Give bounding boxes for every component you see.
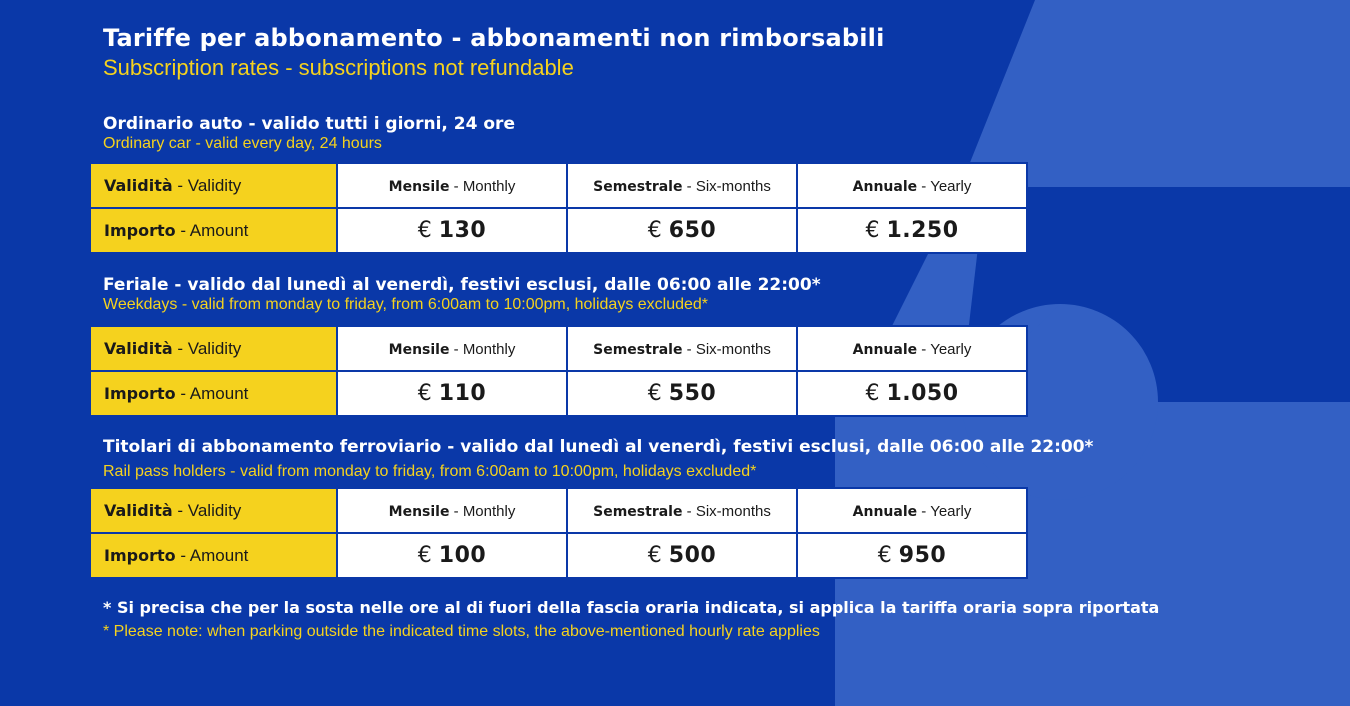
page-title: Tariffe per abbonamento - abbonamenti non rimborsabili [103,24,885,52]
header-semester: Semestrale - Six-months [567,326,797,371]
price-semester: € 550 [567,371,797,416]
table-row-validity [90,163,1027,208]
validity-label: Validità - Validity [90,326,337,371]
price-semester: € 650 [567,208,797,253]
validity-label: Validità - Validity [90,163,337,208]
section-rail-title: Titolari di abbonamento ferroviario - valido dal lunedì al venerdì, festivi esclusi, dalle 06:00 alle 22:00* [103,437,1094,457]
header-yearly: Annuale - Yearly [797,488,1027,533]
amount-label: Importo - Amount [90,208,337,253]
header-yearly: Annuale - Yearly [797,163,1027,208]
price-monthly: € 110 [337,371,567,416]
section-weekdays-title: Feriale - valido dal lunedì al venerdì, festivi esclusi, dalle 06:00 alle 22:00* [103,275,821,295]
table-row-amount [90,208,1027,253]
page-subtitle: Subscription rates - subscriptions not refundable [103,55,574,80]
header-semester: Semestrale - Six-months [567,488,797,533]
amount-label: Importo - Amount [90,533,337,578]
price-semester: € 500 [567,533,797,578]
footnote-en: * Please note: when parking outside the indicated time slots, the above-mentioned hourly rate applies [103,623,820,640]
validity-label: Validità - Validity [90,488,337,533]
header-yearly: Annuale - Yearly [797,326,1027,371]
amount-label: Importo - Amount [90,371,337,416]
table-row-amount [90,533,1027,578]
section-ordinary-title: Ordinario auto - valido tutti i giorni, 24 ore [103,114,515,134]
header-monthly: Mensile - Monthly [337,163,567,208]
footnote-it: * Si precisa che per la sosta nelle ore al di fuori della fascia oraria indicata, si applica la tariffa oraria sopra riportata [103,598,1160,617]
price-monthly: € 100 [337,533,567,578]
table-row-validity [90,326,1027,371]
price-monthly: € 130 [337,208,567,253]
table-row-validity [90,488,1027,533]
header-monthly: Mensile - Monthly [337,488,567,533]
section-rail-subtitle: Rail pass holders - valid from monday to friday, from 6:00am to 10:00pm, holidays excluded* [103,463,757,480]
header-monthly: Mensile - Monthly [337,326,567,371]
price-yearly: € 950 [797,533,1027,578]
rates-table-rail [89,487,1028,579]
header-semester: Semestrale - Six-months [567,163,797,208]
section-weekdays-subtitle: Weekdays - valid from monday to friday, from 6:00am to 10:00pm, holidays excluded* [103,296,709,313]
price-yearly: € 1.050 [797,371,1027,416]
section-ordinary-subtitle: Ordinary car - valid every day, 24 hours [103,135,382,152]
rates-table-ordinary [89,162,1028,254]
table-row-amount [90,371,1027,416]
price-yearly: € 1.250 [797,208,1027,253]
rates-table-weekdays [89,325,1028,417]
